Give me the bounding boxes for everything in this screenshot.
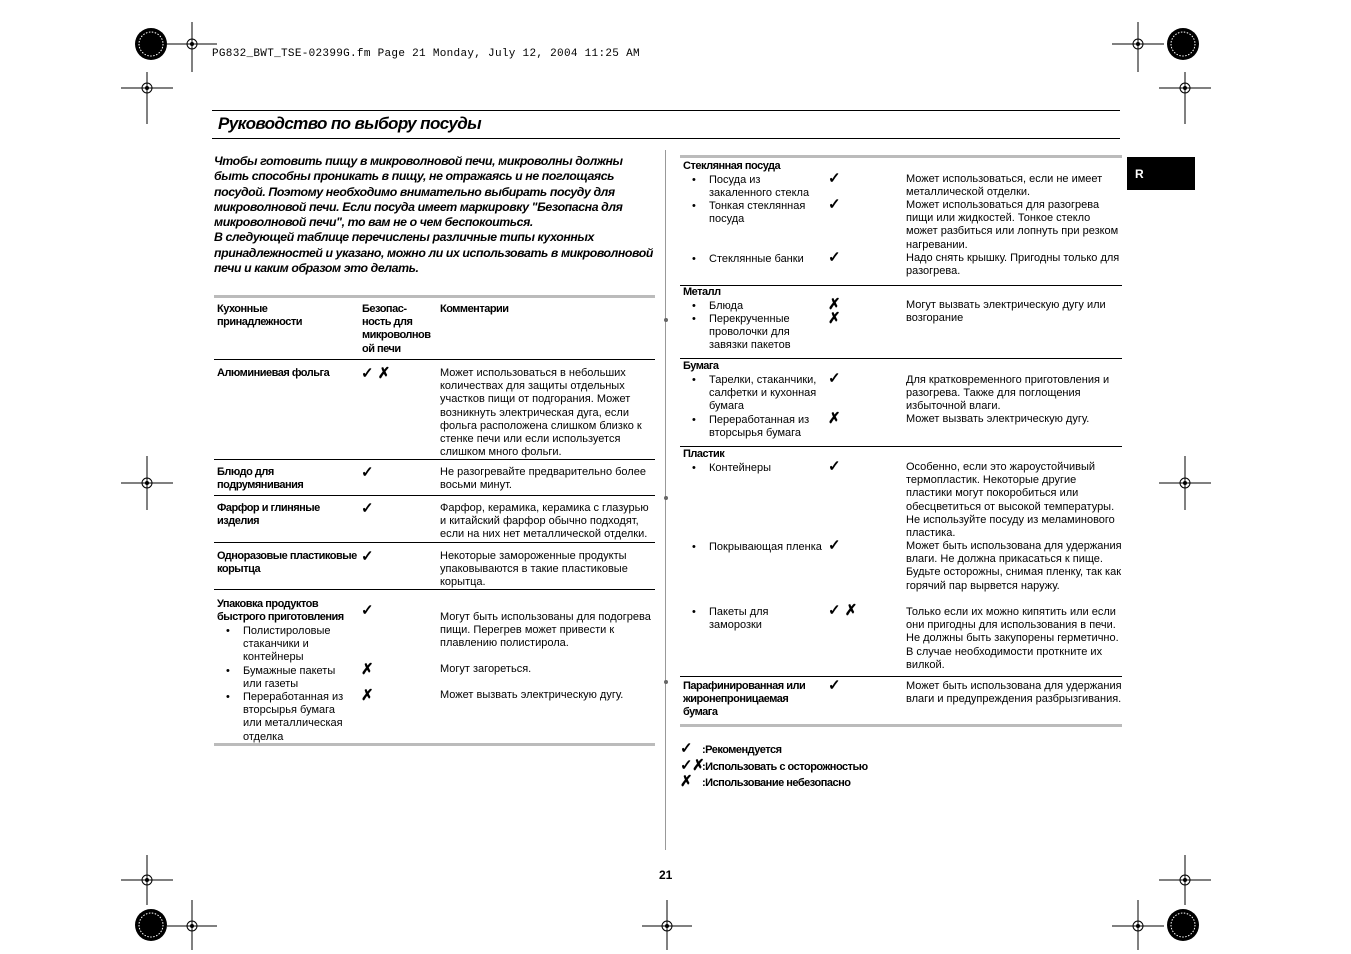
- bullet: •: [692, 462, 696, 474]
- language-tab: [1127, 157, 1195, 190]
- intro-text: [214, 154, 659, 276]
- bullet: •: [692, 541, 696, 553]
- bullet: •: [692, 374, 696, 386]
- legend-item: [680, 742, 868, 759]
- item-label: Посуда из закаленного стекла: [709, 174, 810, 200]
- sub-item-label: Переработанная из вторсырья бумага или металлическая отделка: [243, 691, 344, 743]
- item-comment: Может вызвать электрическую дугу.: [906, 413, 1090, 425]
- item-label: Контейнеры: [709, 462, 771, 474]
- bullet-dot: [664, 318, 668, 322]
- row-name: Фарфор и глиняные изделия: [217, 502, 320, 528]
- item-label: Тарелки, стаканчики, салфетки и кухонная бумага: [709, 374, 817, 413]
- bullet: •: [692, 174, 696, 186]
- section-title: Пластик: [683, 448, 725, 460]
- safety-mark: ✓ ✗: [828, 602, 858, 619]
- item-comment: Могут вызвать электрическую дугу или возгорание: [906, 299, 1106, 325]
- bullet: •: [692, 414, 696, 426]
- legend-text: :Использовать с осторожностью: [702, 760, 868, 773]
- safety-mark: ✓: [828, 249, 841, 266]
- bullet-dot: [664, 496, 668, 500]
- row-comment: Фарфор, керамика, керамика с глазурью и китайский фарфор обычно подходят, если на них нет металлической отделки.: [440, 502, 649, 541]
- row-name: Одноразовые пластиковые корытца: [217, 550, 357, 576]
- safety-mark: ✓: [828, 196, 841, 213]
- row-name: Алюминиевая фольга: [217, 367, 330, 379]
- row-name: Блюдо для подрумянивания: [217, 466, 304, 492]
- legend-symbol: ✓: [680, 740, 693, 757]
- section-title: Стеклянная посуда: [683, 160, 781, 172]
- bullet-dot: [664, 680, 668, 684]
- language-tab-label: R: [1135, 167, 1144, 181]
- safety-mark: ✓: [361, 500, 374, 517]
- row-comment: Не разогревайте предварительно более восьми минут.: [440, 466, 646, 492]
- item-comment: Может быть использована для удержания влаги и предупреждения разбрызгивания.: [906, 680, 1122, 706]
- page-number: 21: [659, 868, 673, 882]
- sub-item-comment: Может вызвать электрическую дугу.: [440, 689, 624, 701]
- safety-mark: ✗: [828, 296, 841, 313]
- safety-mark: ✓: [361, 602, 374, 619]
- legend-text: :Рекомендуется: [702, 744, 782, 756]
- item-comment: Надо снять крышку. Пригодны только для разогрева.: [906, 252, 1120, 278]
- sub-item-label: Бумажные пакеты или газеты: [243, 665, 336, 691]
- item-comment: Может использоваться для разогрева пищи или жидкостей. Тонкое стекло может разбиться или лопнуть при резком нагревании.: [906, 199, 1119, 251]
- left-table: [214, 295, 655, 747]
- row-name: Упаковка продуктов быстрого приготовления: [217, 598, 344, 624]
- row-comment: Может использоваться в небольших количествах для защиты отдельных участков пищи от подгорания. Может возникнуть электрическая дуга, если фольга расположена слишком близко к стенке печи или если используется слишком много фольги.: [440, 367, 642, 459]
- right-table: [680, 155, 1122, 730]
- safety-mark: ✓ ✗: [361, 365, 391, 382]
- item-comment: Для кратковременного приготовления и разогрева. Также для поглощения избыточной влаги.: [906, 374, 1110, 413]
- item-comment: Может использоваться, если не имеет металлической отделки.: [906, 173, 1103, 199]
- bullet: •: [692, 313, 696, 325]
- bullet: •: [226, 691, 230, 703]
- item-label: Переработанная из вторсырья бумага: [709, 414, 810, 440]
- bullet: •: [692, 300, 696, 312]
- bullet: •: [226, 625, 230, 637]
- sub-item-label: Полистироловые стаканчики и контейнеры: [243, 625, 331, 664]
- column-divider: [665, 150, 666, 850]
- item-comment: Только если их можно кипятить или если они пригодны для использования в печи. Не должны быть закупорены герметично. В случае необходимости проткните их вилкой.: [906, 606, 1119, 671]
- header-comments: Комментарии: [440, 303, 509, 315]
- legend-item: [680, 775, 868, 792]
- intro-paragraph-1: Чтобы готовить пищу в микроволновой печи, микроволны должны быть способны проникать в пищу, не отражаясь и не поглощаясь посудой. Поэтому необходимо внимательно выбирать посуду для микроволновой печи. Если посуда имеет маркировку "Безопасна для микроволновой печи", то вам не о чем беспокоиться.: [214, 154, 623, 230]
- section-title: Бумага: [683, 360, 719, 372]
- legend: [680, 742, 868, 792]
- safety-mark: ✓: [828, 677, 841, 694]
- sub-item-comment: Могут загореться.: [440, 663, 532, 675]
- safety-mark: ✓: [828, 170, 841, 187]
- item-label: Тонкая стеклянная посуда: [709, 200, 806, 226]
- safety-mark: ✓: [828, 537, 841, 554]
- section-title: Парафинированная или жиронепроницаемая бумага: [683, 680, 806, 719]
- row-comment: Могут быть использованы для подогрева пищи. Перегрев может привести к плавлению полистирола.: [440, 611, 651, 650]
- safety-mark: ✓: [828, 370, 841, 387]
- header-safety: Безопас-ность для микроволнов ой печи: [362, 303, 431, 355]
- intro-paragraph-2: В следующей таблице перечислены различные типы кухонных принадлежностей и указано, можно ли их использовать в микроволновой печи и каким образом это делать.: [214, 230, 653, 276]
- section-title: Металл: [683, 286, 721, 298]
- item-comment: Может быть использована для удержания влаги. Не должна прикасаться к пище. Будьте осторожны, снимая пленку, так как горячий пар вырвется наружу.: [906, 540, 1122, 592]
- page-title: Руководство по выбору посуды: [218, 114, 482, 133]
- legend-item: [680, 756, 868, 776]
- bullet: •: [226, 665, 230, 677]
- safety-mark: ✓: [361, 464, 374, 481]
- safety-mark: ✗: [361, 661, 374, 678]
- header-utensils: Кухонные принадлежности: [217, 303, 302, 329]
- safety-mark: ✗: [828, 410, 841, 427]
- file-header-line: PG832_BWT_TSE-02399G.fm Page 21 Monday, July 12, 2004 11:25 AM: [212, 48, 640, 60]
- item-comment: Особенно, если это жароустойчивый термопластик. Некоторые другие пластики могут покоробиться или обесцветиться от высокой температуры. Не используйте посуду из меламинового пластика.: [906, 461, 1115, 540]
- row-comment: Некоторые замороженные продукты упаковываются в такие пластиковые корытца.: [440, 550, 628, 589]
- bullet: •: [692, 200, 696, 212]
- bullet: •: [692, 606, 696, 618]
- title-box: [212, 110, 1120, 139]
- item-label: Покрывающая пленка: [709, 541, 822, 553]
- item-label: Пакеты для заморозки: [709, 606, 769, 632]
- safety-mark: ✓: [361, 548, 374, 565]
- item-label: Стеклянные банки: [709, 253, 804, 265]
- safety-mark: ✗: [828, 310, 841, 327]
- item-label: Перекрученные проволочки для завязки пакетов: [709, 313, 791, 352]
- legend-symbol: ✗: [680, 773, 693, 790]
- item-label: Блюда: [709, 300, 744, 312]
- legend-text: :Использование небезопасно: [702, 777, 851, 789]
- bullet: •: [692, 253, 696, 265]
- legend-symbol: ✓✗: [680, 756, 705, 774]
- safety-mark: ✓: [828, 458, 841, 475]
- safety-mark: ✗: [361, 687, 374, 704]
